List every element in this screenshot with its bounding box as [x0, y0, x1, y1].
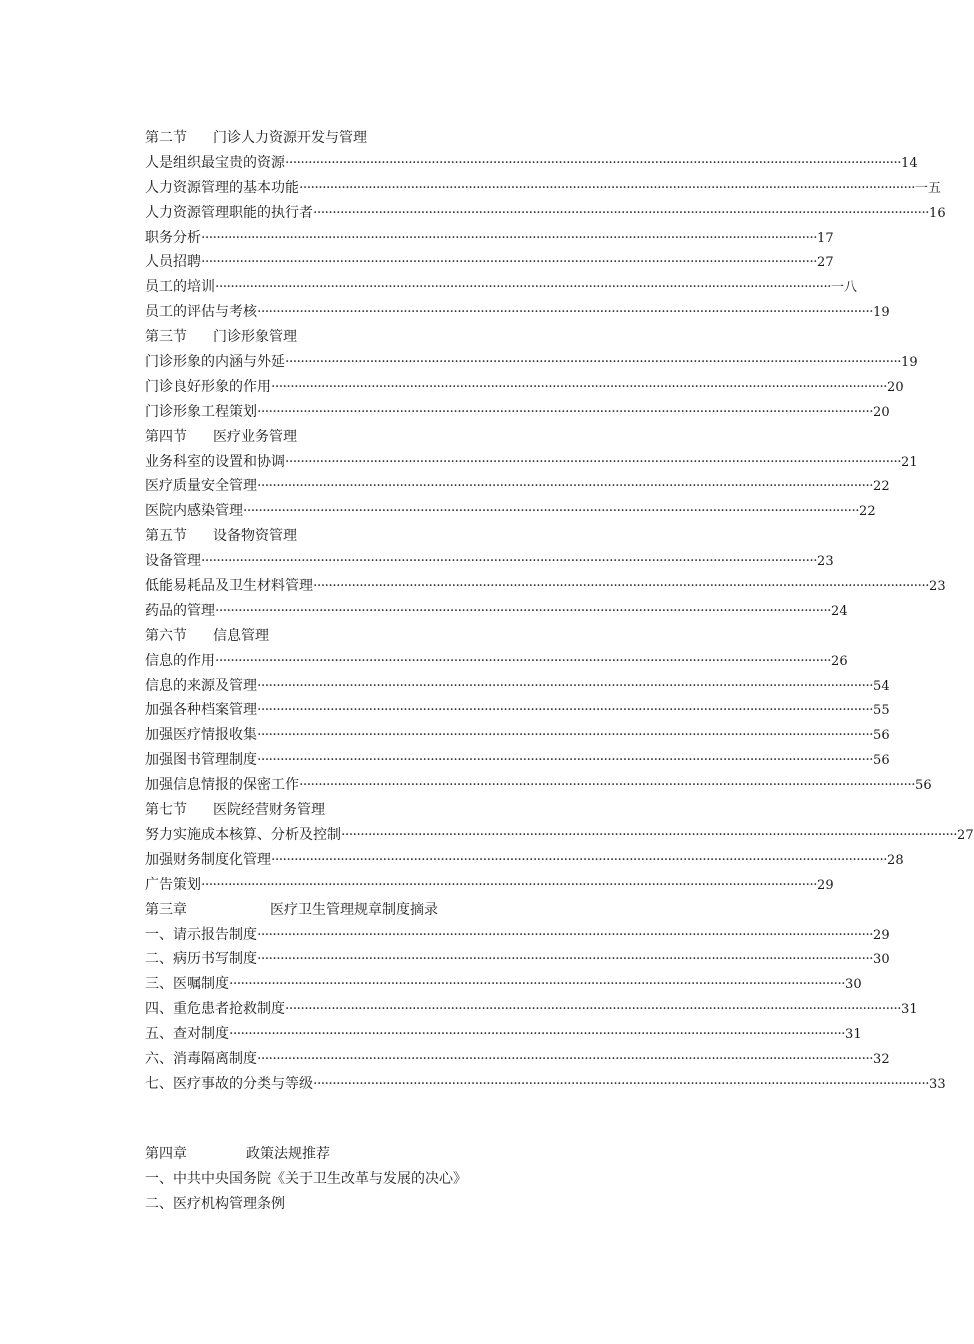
leader-dots: ································································································································································ — [285, 354, 902, 371]
toc-entry — [145, 1022, 862, 1047]
entry-label: 二、病历书写制度 — [145, 951, 257, 968]
leader-dots: ································································································································································ — [257, 403, 874, 420]
section-title: 门诊人力资源开发与管理 — [213, 130, 367, 146]
toc-entry — [145, 226, 834, 251]
entry-page: 27 — [817, 255, 834, 271]
entry-label: 员工的培训 — [145, 279, 215, 296]
leader-dots: ································································································································································ — [257, 304, 874, 321]
entry-label: 门诊良好形象的作用 — [145, 378, 271, 395]
entry-label: 二、医疗机构管理条例 — [145, 1195, 285, 1212]
toc-entry — [145, 499, 876, 524]
entry-label: 加强图书管理制度 — [145, 752, 257, 769]
chapter-number: 第三章 — [145, 901, 187, 918]
chapter-number: 第四章 — [145, 1145, 187, 1162]
section-number: 第三节 — [145, 329, 187, 346]
entry-label: 药品的管理 — [145, 602, 215, 619]
entry-page: 19 — [873, 305, 890, 321]
entry-page: 26 — [831, 653, 848, 669]
entry-page: 14 — [901, 155, 918, 171]
section-title: 医院经营财务管理 — [213, 802, 325, 819]
leader-dots: ································································································································································ — [271, 378, 888, 395]
entry-label: 员工的评估与考核 — [145, 304, 257, 321]
entry-page: 一五 — [915, 180, 942, 196]
toc-entry — [145, 873, 834, 898]
entry-page: 56 — [873, 728, 890, 744]
entry-label: 医疗质量安全管理 — [145, 478, 257, 495]
toc-entry — [145, 300, 890, 325]
leader-dots: ································································································································································ — [257, 951, 874, 968]
leader-dots: ································································································································································ — [215, 279, 832, 296]
toc-entry — [145, 997, 918, 1022]
entry-label: 业务科室的设置和协调 — [145, 453, 285, 470]
entry-label: 加强财务制度化管理 — [145, 851, 271, 868]
leader-dots: ································································································································································ — [299, 777, 916, 794]
leader-dots: ································································································································································ — [285, 453, 902, 470]
leader-dots: ································································································································································ — [285, 154, 902, 171]
toc-entry — [145, 549, 834, 574]
table-of-contents — [145, 126, 974, 1216]
section-title: 门诊形象管理 — [213, 329, 297, 346]
leader-dots: ································································································································································ — [229, 1026, 846, 1043]
entry-page: 21 — [901, 454, 918, 470]
section-heading — [145, 325, 845, 350]
leader-dots: ································································································································································ — [285, 1001, 902, 1018]
entry-page: 27 — [957, 827, 974, 843]
leader-dots: ································································································································································ — [257, 727, 874, 744]
section-number: 第二节 — [145, 130, 187, 146]
toc-entry — [145, 450, 918, 475]
leader-dots: ································································································································································ — [257, 478, 874, 495]
entry-label: 五、查对制度 — [145, 1026, 229, 1043]
leader-dots: ································································································································································ — [215, 602, 832, 619]
section-heading — [145, 524, 845, 549]
leader-dots: ································································································································································ — [229, 976, 846, 993]
toc-entry — [145, 400, 890, 425]
entry-label: 门诊形象的内涵与外延 — [145, 354, 285, 371]
leader-dots: ································································································································································ — [257, 1050, 874, 1067]
section-heading — [145, 126, 845, 151]
toc-entry — [145, 599, 848, 624]
entry-label: 设备管理 — [145, 553, 201, 570]
entry-page: 20 — [873, 404, 890, 420]
toc-entry — [145, 574, 946, 599]
entry-label: 信息的来源及管理 — [145, 677, 257, 694]
section-title: 医疗业务管理 — [213, 428, 297, 445]
entry-page: 55 — [873, 703, 890, 719]
entry-label: 人力资源管理的基本功能 — [145, 179, 299, 196]
entry-page: 29 — [817, 877, 834, 893]
chapter-title: 政策法规推荐 — [246, 1145, 330, 1162]
entry-page: 22 — [859, 504, 876, 520]
toc-entry — [145, 748, 890, 773]
section-heading — [145, 798, 845, 823]
toc-entry — [145, 823, 974, 848]
entry-page: 54 — [873, 678, 890, 694]
entry-page: 19 — [901, 355, 918, 371]
toc-entry — [145, 1047, 890, 1072]
entry-label: 人力资源管理职能的执行者 — [145, 204, 313, 221]
entry-label: 加强医疗情报收集 — [145, 727, 257, 744]
leader-dots: ································································································································································ — [201, 553, 818, 570]
section-number: 第五节 — [145, 528, 187, 545]
entry-page: 24 — [831, 603, 848, 619]
entry-label: 三、医嘱制度 — [145, 976, 229, 993]
entry-page: 17 — [817, 230, 834, 246]
toc-entry — [145, 1072, 946, 1097]
chapter-heading — [145, 898, 845, 923]
leader-dots: ································································································································································ — [257, 677, 874, 694]
entry-page: 31 — [845, 1027, 862, 1043]
toc-entry — [145, 972, 862, 997]
toc-entry — [145, 1192, 845, 1217]
toc-entry — [145, 474, 890, 499]
section-number: 第四节 — [145, 428, 187, 445]
toc-entry — [145, 250, 834, 275]
leader-dots: ································································································································································ — [201, 254, 818, 271]
entry-label: 努力实施成本核算、分析及控制 — [145, 826, 341, 843]
entry-label: 低能易耗品及卫生材料管理 — [145, 578, 313, 595]
toc-entry — [145, 201, 946, 226]
entry-label: 信息的作用 — [145, 652, 215, 669]
leader-dots: ································································································································································ — [215, 652, 832, 669]
entry-page: 56 — [915, 778, 932, 794]
toc-entry — [145, 773, 932, 798]
entry-label: 职务分析 — [145, 229, 201, 246]
toc-entry — [145, 848, 904, 873]
leader-dots: ································································································································································ — [257, 752, 874, 769]
toc-entry — [145, 275, 858, 300]
entry-page: 30 — [845, 977, 862, 993]
toc-entry — [145, 947, 890, 972]
toc-entry — [145, 151, 918, 176]
leader-dots: ································································································································································ — [271, 851, 888, 868]
section-title: 设备物资管理 — [213, 528, 297, 545]
leader-dots: ································································································································································ — [257, 702, 874, 719]
entry-page: 23 — [817, 554, 834, 570]
toc-entry — [145, 375, 904, 400]
toc-entry — [145, 723, 890, 748]
toc-entry — [145, 176, 942, 201]
entry-label: 六、消毒隔离制度 — [145, 1050, 257, 1067]
section-title: 信息管理 — [213, 627, 269, 644]
toc-entry — [145, 649, 848, 674]
entry-label: 人员招聘 — [145, 254, 201, 271]
leader-dots: ································································································································································ — [243, 503, 860, 520]
entry-page: 23 — [929, 579, 946, 595]
entry-page: 22 — [873, 479, 890, 495]
entry-page: 20 — [887, 379, 904, 395]
toc-entry — [145, 923, 890, 948]
leader-dots: ································································································································································ — [313, 204, 930, 221]
leader-dots: ································································································································································ — [341, 826, 958, 843]
entry-page: 28 — [887, 852, 904, 868]
blank-space — [145, 1097, 845, 1142]
entry-label: 人是组织最宝贵的资源 — [145, 154, 285, 171]
chapter-title: 医疗卫生管理规章制度摘录 — [270, 901, 438, 918]
section-heading — [145, 624, 845, 649]
toc-entry — [145, 698, 890, 723]
section-number: 第六节 — [145, 627, 187, 644]
entry-page: 一八 — [831, 280, 858, 296]
entry-label: 加强各种档案管理 — [145, 702, 257, 719]
section-number: 第七节 — [145, 802, 187, 819]
entry-label: 广告策划 — [145, 876, 201, 893]
leader-dots: ································································································································································ — [257, 926, 874, 943]
entry-page: 16 — [929, 205, 946, 221]
entry-page: 33 — [929, 1076, 946, 1092]
entry-label: 一、请示报告制度 — [145, 926, 257, 943]
section-heading — [145, 425, 845, 450]
toc-entry — [145, 350, 918, 375]
entry-label: 加强信息情报的保密工作 — [145, 777, 299, 794]
entry-page: 29 — [873, 927, 890, 943]
leader-dots: ································································································································································ — [299, 179, 916, 196]
entry-label: 门诊形象工程策划 — [145, 403, 257, 420]
toc-entry — [145, 674, 890, 699]
toc-entry — [145, 1167, 845, 1192]
leader-dots: ································································································································································ — [313, 578, 930, 595]
entry-label: 医院内感染管理 — [145, 503, 243, 520]
leader-dots: ································································································································································ — [201, 229, 818, 246]
leader-dots: ································································································································································ — [201, 876, 818, 893]
entry-label: 一、中共中央国务院《关于卫生改革与发展的决心》 — [145, 1170, 467, 1187]
entry-page: 31 — [901, 1002, 918, 1018]
entry-page: 32 — [873, 1051, 890, 1067]
entry-page: 30 — [873, 952, 890, 968]
entry-label: 七、医疗事故的分类与等级 — [145, 1075, 313, 1092]
leader-dots: ································································································································································ — [313, 1075, 930, 1092]
chapter-heading — [145, 1142, 845, 1167]
entry-page: 56 — [873, 753, 890, 769]
entry-label: 四、重危患者抢救制度 — [145, 1001, 285, 1018]
